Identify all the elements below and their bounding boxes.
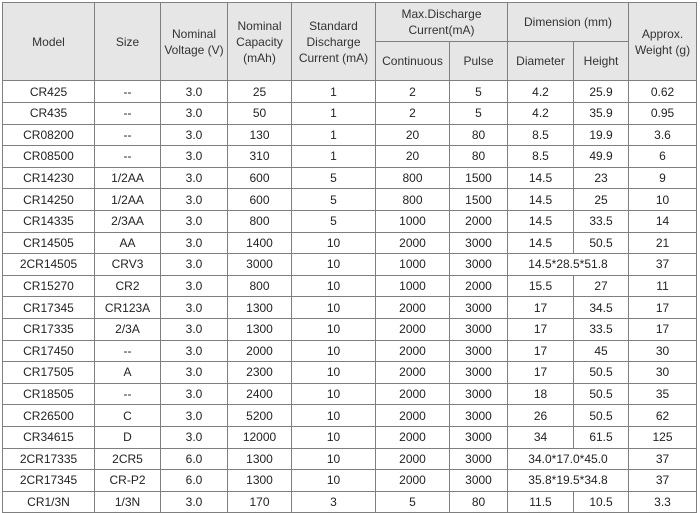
cell-size: A [95,362,161,384]
cell-continuous: 2000 [376,362,450,384]
cell-size: CRV3 [95,254,161,276]
cell-model: CR17505 [3,362,95,384]
cell-weight: 37 [629,448,697,470]
cell-height: 49.9 [574,146,629,168]
cell-model: 2CR14505 [3,254,95,276]
cell-standard-discharge: 10 [292,470,376,492]
cell-continuous: 5 [376,491,450,513]
cell-dimension: 34.0*17.0*45.0 [508,448,629,470]
cell-voltage: 3.0 [161,189,228,211]
table-row [3,81,697,103]
cell-voltage: 3.0 [161,275,228,297]
cell-diameter: 17 [508,340,574,362]
cell-height: 25 [574,189,629,211]
cell-height: 27 [574,275,629,297]
cell-model: CR425 [3,81,95,103]
cell-voltage: 3.0 [161,318,228,340]
cell-standard-discharge: 10 [292,426,376,448]
cell-continuous: 20 [376,124,450,146]
cell-model: CR18505 [3,383,95,405]
cell-height: 23 [574,167,629,189]
cell-model: 2CR17345 [3,470,95,492]
cell-diameter: 8.5 [508,124,574,146]
cell-diameter: 4.2 [508,81,574,103]
cell-weight: 21 [629,232,697,254]
cell-capacity: 5200 [228,405,292,427]
cell-voltage: 3.0 [161,167,228,189]
cell-voltage: 3.0 [161,210,228,232]
cell-capacity: 800 [228,275,292,297]
cell-size: CR123A [95,297,161,319]
cell-height: 33.5 [574,318,629,340]
cell-weight: 10 [629,189,697,211]
cell-standard-discharge: 10 [292,405,376,427]
cell-size: 1/3N [95,491,161,513]
cell-continuous: 1000 [376,254,450,276]
cell-model: CR17345 [3,297,95,319]
cell-capacity: 25 [228,81,292,103]
cell-continuous: 800 [376,189,450,211]
cell-capacity: 130 [228,124,292,146]
cell-height: 33.5 [574,210,629,232]
cell-standard-discharge: 3 [292,491,376,513]
cell-size: 1/2AA [95,167,161,189]
battery-spec-table [2,2,697,513]
cell-pulse: 3000 [450,426,508,448]
cell-weight: 0.62 [629,81,697,103]
cell-height: 61.5 [574,426,629,448]
table-row [3,232,697,254]
cell-model: CR435 [3,103,95,125]
cell-standard-discharge: 10 [292,297,376,319]
cell-continuous: 1000 [376,210,450,232]
cell-pulse: 5 [450,103,508,125]
cell-model: CR26500 [3,405,95,427]
cell-weight: 3.6 [629,124,697,146]
cell-height: 19.9 [574,124,629,146]
cell-model: CR14505 [3,232,95,254]
cell-standard-discharge: 5 [292,210,376,232]
cell-diameter: 14.5 [508,167,574,189]
cell-dimension: 14.5*28.5*51.8 [508,254,629,276]
cell-standard-discharge: 10 [292,232,376,254]
table-row [3,491,697,513]
cell-continuous: 20 [376,146,450,168]
cell-pulse: 2000 [450,275,508,297]
cell-standard-discharge: 1 [292,103,376,125]
header-nominal-capacity: Nominal Capacity (mAh) [228,3,292,81]
cell-height: 35.9 [574,103,629,125]
cell-pulse: 3000 [450,470,508,492]
cell-voltage: 3.0 [161,103,228,125]
cell-standard-discharge: 10 [292,254,376,276]
cell-diameter: 26 [508,405,574,427]
cell-size: -- [95,81,161,103]
cell-pulse: 1500 [450,167,508,189]
cell-height: 50.5 [574,405,629,427]
cell-capacity: 600 [228,167,292,189]
cell-weight: 37 [629,470,697,492]
cell-continuous: 2000 [376,470,450,492]
cell-continuous: 2000 [376,318,450,340]
cell-diameter: 11.5 [508,491,574,513]
cell-model: 2CR17335 [3,448,95,470]
cell-model: CR08200 [3,124,95,146]
table-row [3,254,697,276]
cell-weight: 37 [629,254,697,276]
header-height: Height [574,42,629,81]
cell-continuous: 2000 [376,448,450,470]
cell-height: 50.5 [574,383,629,405]
cell-size: 2CR5 [95,448,161,470]
cell-capacity: 2000 [228,340,292,362]
cell-model: CR17335 [3,318,95,340]
cell-continuous: 2 [376,81,450,103]
cell-capacity: 1300 [228,470,292,492]
cell-diameter: 14.5 [508,210,574,232]
table-row [3,362,697,384]
cell-pulse: 3000 [450,340,508,362]
cell-size: CR2 [95,275,161,297]
header-standard-discharge: Standard Discharge Current (mA) [292,3,376,81]
cell-diameter: 8.5 [508,146,574,168]
cell-voltage: 3.0 [161,81,228,103]
cell-model: CR14230 [3,167,95,189]
cell-diameter: 17 [508,362,574,384]
table-row [3,340,697,362]
cell-voltage: 3.0 [161,254,228,276]
header-weight: Approx. Weight (g) [629,3,697,81]
table-row [3,103,697,125]
cell-capacity: 2300 [228,362,292,384]
cell-size: -- [95,103,161,125]
cell-height: 50.5 [574,232,629,254]
cell-pulse: 3000 [450,254,508,276]
cell-voltage: 6.0 [161,448,228,470]
cell-pulse: 80 [450,146,508,168]
cell-height: 34.5 [574,297,629,319]
cell-pulse: 3000 [450,383,508,405]
cell-weight: 14 [629,210,697,232]
header-size: Size [95,3,161,81]
table-row [3,297,697,319]
cell-continuous: 2000 [376,297,450,319]
table-row [3,275,697,297]
cell-model: CR1/3N [3,491,95,513]
table-row [3,146,697,168]
cell-weight: 11 [629,275,697,297]
cell-size: -- [95,340,161,362]
cell-standard-discharge: 1 [292,146,376,168]
cell-diameter: 17 [508,297,574,319]
cell-capacity: 1300 [228,448,292,470]
header-continuous: Continuous [376,42,450,81]
cell-continuous: 800 [376,167,450,189]
cell-weight: 9 [629,167,697,189]
table-row [3,383,697,405]
cell-voltage: 3.0 [161,491,228,513]
cell-size: D [95,426,161,448]
cell-diameter: 17 [508,318,574,340]
cell-capacity: 1400 [228,232,292,254]
cell-capacity: 1300 [228,297,292,319]
cell-standard-discharge: 10 [292,318,376,340]
cell-standard-discharge: 10 [292,448,376,470]
table-row [3,167,697,189]
cell-pulse: 3000 [450,297,508,319]
cell-voltage: 3.0 [161,362,228,384]
cell-standard-discharge: 1 [292,81,376,103]
cell-voltage: 3.0 [161,340,228,362]
header-nominal-voltage: Nominal Voltage (V) [161,3,228,81]
cell-size: 2/3AA [95,210,161,232]
cell-model: CR14250 [3,189,95,211]
cell-voltage: 6.0 [161,470,228,492]
cell-capacity: 600 [228,189,292,211]
cell-pulse: 3000 [450,318,508,340]
cell-weight: 3.3 [629,491,697,513]
cell-capacity: 2400 [228,383,292,405]
cell-diameter: 4.2 [508,103,574,125]
cell-weight: 0.95 [629,103,697,125]
cell-pulse: 3000 [450,232,508,254]
cell-pulse: 3000 [450,448,508,470]
cell-weight: 30 [629,340,697,362]
cell-diameter: 34 [508,426,574,448]
table-body [3,81,697,513]
cell-capacity: 12000 [228,426,292,448]
cell-dimension: 35.8*19.5*34.8 [508,470,629,492]
cell-height: 45 [574,340,629,362]
cell-capacity: 1300 [228,318,292,340]
cell-weight: 35 [629,383,697,405]
cell-pulse: 80 [450,491,508,513]
cell-size: 1/2AA [95,189,161,211]
cell-pulse: 5 [450,81,508,103]
cell-continuous: 2000 [376,232,450,254]
cell-size: 2/3A [95,318,161,340]
cell-size: -- [95,383,161,405]
cell-voltage: 3.0 [161,426,228,448]
table-row [3,189,697,211]
cell-voltage: 3.0 [161,232,228,254]
table-row [3,470,697,492]
cell-pulse: 2000 [450,210,508,232]
cell-size: CR-P2 [95,470,161,492]
header-model: Model [3,3,95,81]
cell-voltage: 3.0 [161,146,228,168]
cell-model: CR14335 [3,210,95,232]
cell-diameter: 14.5 [508,189,574,211]
table-row [3,210,697,232]
cell-weight: 17 [629,318,697,340]
cell-size: C [95,405,161,427]
cell-height: 50.5 [574,362,629,384]
cell-standard-discharge: 10 [292,383,376,405]
cell-diameter: 18 [508,383,574,405]
table-row [3,448,697,470]
header-max-discharge: Max.Discharge Current(mA) [376,3,508,42]
cell-capacity: 800 [228,210,292,232]
cell-size: -- [95,146,161,168]
cell-continuous: 2000 [376,426,450,448]
cell-weight: 6 [629,146,697,168]
cell-height: 25.9 [574,81,629,103]
cell-standard-discharge: 5 [292,167,376,189]
cell-voltage: 3.0 [161,383,228,405]
cell-model: CR34615 [3,426,95,448]
cell-continuous: 2000 [376,405,450,427]
cell-diameter: 15.5 [508,275,574,297]
cell-diameter: 14.5 [508,232,574,254]
cell-pulse: 1500 [450,189,508,211]
cell-continuous: 2000 [376,383,450,405]
cell-capacity: 50 [228,103,292,125]
cell-standard-discharge: 10 [292,340,376,362]
cell-continuous: 2000 [376,340,450,362]
cell-voltage: 3.0 [161,124,228,146]
cell-capacity: 170 [228,491,292,513]
cell-pulse: 3000 [450,405,508,427]
table-row [3,405,697,427]
cell-pulse: 80 [450,124,508,146]
cell-weight: 17 [629,297,697,319]
cell-standard-discharge: 10 [292,362,376,384]
cell-standard-discharge: 1 [292,124,376,146]
cell-voltage: 3.0 [161,297,228,319]
table-row [3,124,697,146]
cell-model: CR08500 [3,146,95,168]
header-pulse: Pulse [450,42,508,81]
cell-size: -- [95,124,161,146]
cell-continuous: 2 [376,103,450,125]
cell-weight: 125 [629,426,697,448]
cell-standard-discharge: 10 [292,275,376,297]
cell-weight: 62 [629,405,697,427]
header-dimension: Dimension (mm) [508,3,629,42]
cell-capacity: 3000 [228,254,292,276]
cell-pulse: 3000 [450,362,508,384]
table-row [3,426,697,448]
cell-size: AA [95,232,161,254]
cell-continuous: 1000 [376,275,450,297]
cell-height: 10.5 [574,491,629,513]
cell-model: CR15270 [3,275,95,297]
cell-model: CR17450 [3,340,95,362]
cell-standard-discharge: 5 [292,189,376,211]
header-diameter: Diameter [508,42,574,81]
cell-voltage: 3.0 [161,405,228,427]
table-row [3,318,697,340]
cell-capacity: 310 [228,146,292,168]
cell-weight: 30 [629,362,697,384]
